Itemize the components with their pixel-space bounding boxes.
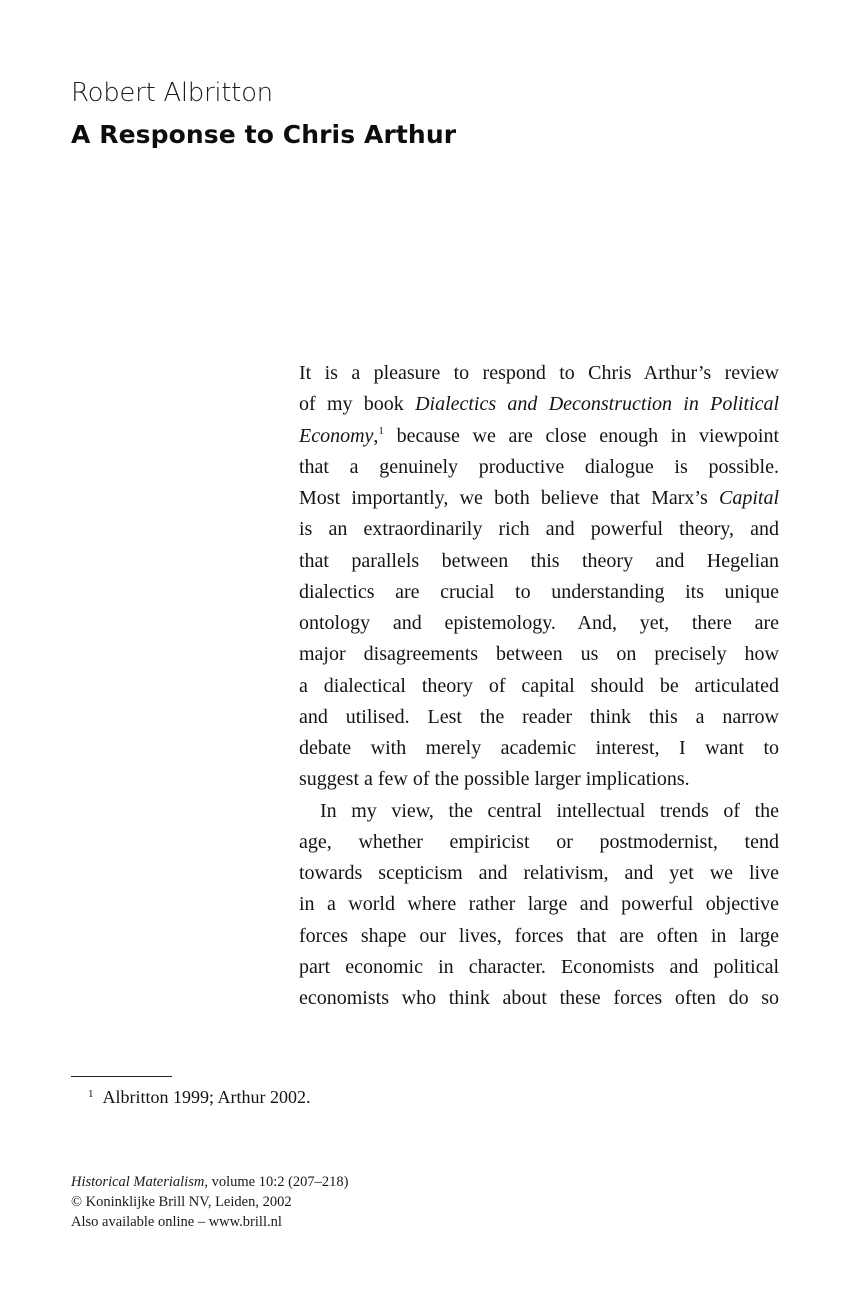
text-line: and utilised. Lest the reader think this a narrow (299, 705, 779, 728)
text-line: It is a pleasure to respond to Chris Arthur’s review (299, 362, 779, 384)
journal-citation (71, 1172, 349, 1192)
text-line: that parallels between this theory and Hegelian (299, 549, 779, 572)
author-name: Robert Albritton (71, 78, 273, 108)
text-line: In my view, the central intellectual trends of the (320, 799, 779, 822)
colophon (71, 1172, 349, 1232)
text-line: of my book Dialectics and Deconstruction in Political (299, 393, 780, 416)
article-body (299, 358, 779, 1014)
text-line: in a world where rather large and powerful objective (299, 893, 779, 916)
footnote-divider (71, 1076, 172, 1077)
footnote-ref-1: 1 (378, 424, 384, 437)
text-line: ontology and epistemology. And, yet, there are (299, 612, 779, 634)
text-line: is an extraordinarily rich and powerful theory, and (299, 518, 779, 541)
text-line: suggest a few of the possible larger implications. (299, 768, 690, 791)
text-line: major disagreements between us on precisely how (299, 643, 779, 666)
text-line: forces shape our lives, forces that are often in large (299, 924, 779, 947)
text-line: part economic in character. Economists and political (299, 955, 779, 978)
text-line: economists who think about these forces often do so (299, 987, 779, 1009)
footnote-text: Albritton 1999; Arthur 2002. (102, 1087, 311, 1107)
journal-volume: , volume 10:2 (207–218) (204, 1174, 349, 1190)
text-line: dialectics are crucial to understanding its unique (299, 580, 779, 603)
journal-name: Historical Materialism (71, 1174, 205, 1190)
text-line: a dialectical theory of capital should be articulated (299, 674, 779, 697)
copyright-line: © Koninklijke Brill NV, Leiden, 2002 (71, 1194, 292, 1210)
footnote-mark: 1 (88, 1088, 94, 1100)
book-title-italic: Dialectics and Deconstruction in Political (415, 393, 780, 416)
text-line: Most importantly, we both believe that Marx’s Capital (299, 487, 779, 509)
text-line: debate with merely academic interest, I want to (299, 737, 779, 759)
text-line: that a genuinely productive dialogue is possible. (299, 455, 779, 478)
book-title-italic: Economy (299, 424, 374, 447)
text-line: towards scepticism and relativism, and yet we live (299, 862, 779, 884)
article-title: A Response to Chris Arthur (71, 120, 457, 149)
text-line: age, whether empiricist or postmodernist, tend (299, 830, 779, 853)
capital-italic: Capital (718, 487, 779, 509)
online-availability: Also available online – www.brill.nl (71, 1214, 282, 1230)
footnote-1 (88, 1087, 311, 1108)
text-line: Economy,$^1$ because we are close enough in viewpoint (299, 424, 779, 447)
